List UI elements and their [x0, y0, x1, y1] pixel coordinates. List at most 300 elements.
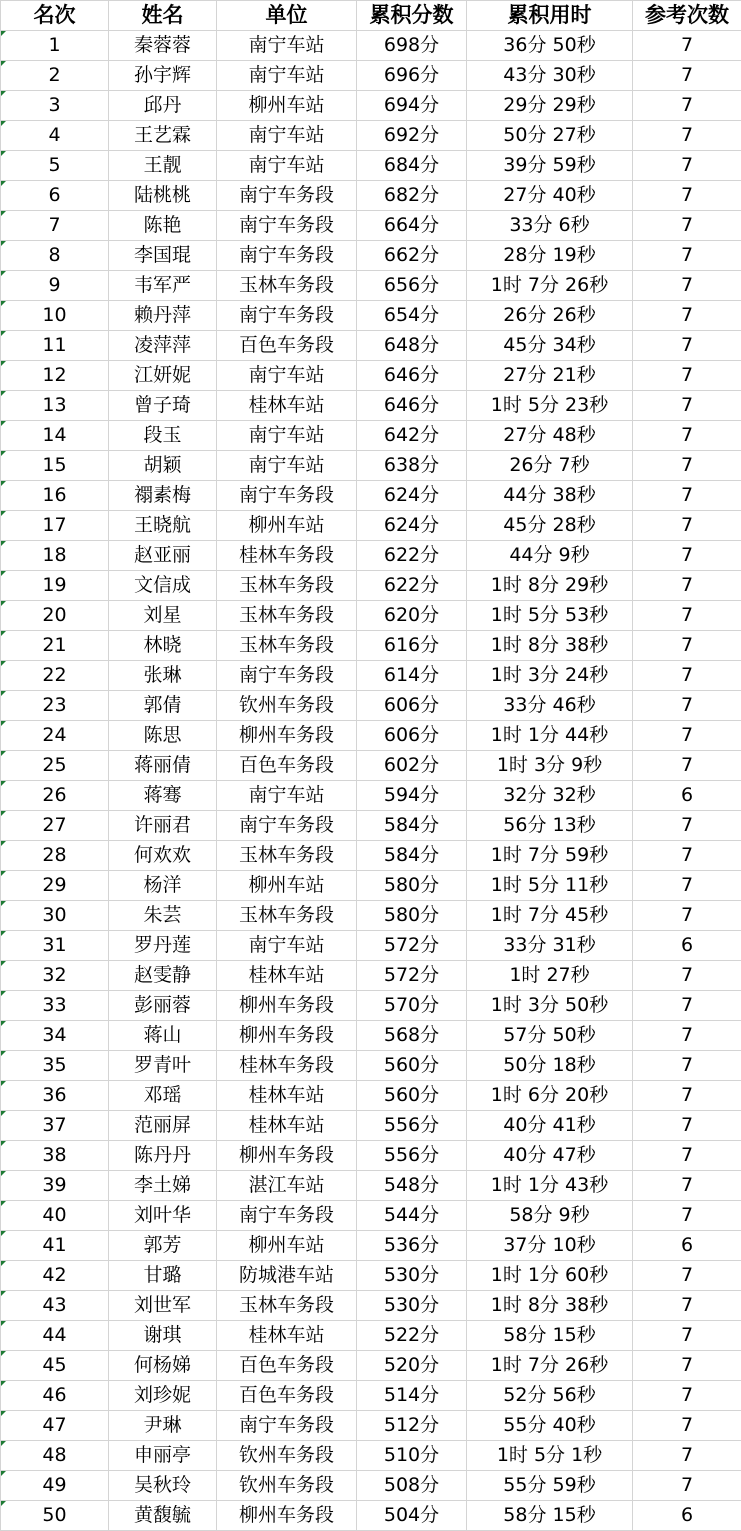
cell-name: 赵雯静: [109, 961, 217, 991]
table-row: [1, 331, 741, 361]
cell-attempts: 7: [633, 1051, 741, 1081]
cell-time: 37分 10秒: [467, 1231, 633, 1261]
table-row: [1, 721, 741, 751]
cell-rank: 35: [1, 1051, 109, 1081]
cell-time: 39分 59秒: [467, 151, 633, 181]
cell-rank: 43: [1, 1291, 109, 1321]
table-row: [1, 1051, 741, 1081]
cell-attempts: 7: [633, 451, 741, 481]
cell-rank: 12: [1, 361, 109, 391]
cell-name: 范丽屏: [109, 1111, 217, 1141]
table-row: [1, 871, 741, 901]
table-row: [1, 1021, 741, 1051]
cell-score: 572分: [357, 931, 467, 961]
cell-rank: 50: [1, 1501, 109, 1531]
cell-name: 杨洋: [109, 871, 217, 901]
table-row: [1, 1411, 741, 1441]
cell-time: 1时 6分 20秒: [467, 1081, 633, 1111]
cell-time: 1时 8分 38秒: [467, 1291, 633, 1321]
cell-time: 1时 8分 38秒: [467, 631, 633, 661]
cell-attempts: 7: [633, 91, 741, 121]
cell-score: 646分: [357, 391, 467, 421]
cell-attempts: 7: [633, 121, 741, 151]
cell-rank: 27: [1, 811, 109, 841]
cell-time: 40分 47秒: [467, 1141, 633, 1171]
table-row: [1, 781, 741, 811]
cell-attempts: 7: [633, 1381, 741, 1411]
table-row: [1, 1351, 741, 1381]
cell-unit: 南宁车站: [217, 421, 357, 451]
cell-name: 申丽亭: [109, 1441, 217, 1471]
cell-time: 32分 32秒: [467, 781, 633, 811]
cell-attempts: 7: [633, 361, 741, 391]
cell-attempts: 7: [633, 541, 741, 571]
cell-time: 1时 5分 11秒: [467, 871, 633, 901]
cell-score: 694分: [357, 91, 467, 121]
cell-unit: 南宁车务段: [217, 1411, 357, 1441]
cell-time: 58分 9秒: [467, 1201, 633, 1231]
cell-score: 620分: [357, 601, 467, 631]
cell-attempts: 7: [633, 721, 741, 751]
cell-rank: 38: [1, 1141, 109, 1171]
cell-score: 510分: [357, 1441, 467, 1471]
cell-name: 段玉: [109, 421, 217, 451]
cell-name: 陈艳: [109, 211, 217, 241]
cell-attempts: 7: [633, 511, 741, 541]
table-row: [1, 61, 741, 91]
table-row: [1, 691, 741, 721]
cell-name: 王艺霖: [109, 121, 217, 151]
cell-attempts: 7: [633, 61, 741, 91]
cell-unit: 玉林车务段: [217, 841, 357, 871]
cell-attempts: 6: [633, 1231, 741, 1261]
cell-unit: 玉林车务段: [217, 1291, 357, 1321]
cell-attempts: 7: [633, 391, 741, 421]
cell-attempts: 7: [633, 991, 741, 1021]
cell-attempts: 7: [633, 1321, 741, 1351]
table-row: [1, 901, 741, 931]
header-time: 累积用时: [467, 1, 633, 31]
cell-unit: 柳州车务段: [217, 1141, 357, 1171]
cell-unit: 南宁车站: [217, 931, 357, 961]
cell-rank: 1: [1, 31, 109, 61]
header-attempts: 参考次数: [633, 1, 741, 31]
cell-score: 556分: [357, 1141, 467, 1171]
cell-name: 许丽君: [109, 811, 217, 841]
cell-score: 560分: [357, 1051, 467, 1081]
cell-unit: 柳州车站: [217, 871, 357, 901]
cell-attempts: 7: [633, 241, 741, 271]
cell-score: 556分: [357, 1111, 467, 1141]
table-row: [1, 1261, 741, 1291]
cell-score: 606分: [357, 691, 467, 721]
cell-rank: 8: [1, 241, 109, 271]
cell-rank: 45: [1, 1351, 109, 1381]
table-row: [1, 361, 741, 391]
cell-name: 王靓: [109, 151, 217, 181]
table-row: [1, 1171, 741, 1201]
cell-rank: 39: [1, 1171, 109, 1201]
cell-attempts: 7: [633, 1411, 741, 1441]
cell-time: 55分 40秒: [467, 1411, 633, 1441]
cell-score: 584分: [357, 811, 467, 841]
cell-rank: 20: [1, 601, 109, 631]
cell-attempts: 7: [633, 571, 741, 601]
cell-unit: 南宁车务段: [217, 181, 357, 211]
cell-attempts: 7: [633, 151, 741, 181]
cell-unit: 桂林车站: [217, 391, 357, 421]
cell-rank: 26: [1, 781, 109, 811]
cell-score: 684分: [357, 151, 467, 181]
cell-time: 28分 19秒: [467, 241, 633, 271]
cell-name: 郭芳: [109, 1231, 217, 1261]
table-row: [1, 481, 741, 511]
cell-name: 何欢欢: [109, 841, 217, 871]
table-row: [1, 1081, 741, 1111]
cell-unit: 桂林车站: [217, 1081, 357, 1111]
cell-time: 33分 31秒: [467, 931, 633, 961]
table-row: [1, 241, 741, 271]
cell-unit: 南宁车站: [217, 361, 357, 391]
header-row: [1, 1, 741, 31]
cell-rank: 6: [1, 181, 109, 211]
cell-time: 1时 3分 9秒: [467, 751, 633, 781]
cell-rank: 29: [1, 871, 109, 901]
table-row: [1, 751, 741, 781]
cell-time: 33分 6秒: [467, 211, 633, 241]
cell-score: 646分: [357, 361, 467, 391]
cell-time: 1时 7分 59秒: [467, 841, 633, 871]
cell-rank: 28: [1, 841, 109, 871]
cell-name: 陈思: [109, 721, 217, 751]
header-rank: 名次: [1, 1, 109, 31]
cell-time: 27分 48秒: [467, 421, 633, 451]
cell-rank: 34: [1, 1021, 109, 1051]
cell-name: 刘珍妮: [109, 1381, 217, 1411]
cell-attempts: 7: [633, 1111, 741, 1141]
cell-rank: 25: [1, 751, 109, 781]
cell-score: 522分: [357, 1321, 467, 1351]
cell-rank: 7: [1, 211, 109, 241]
cell-score: 662分: [357, 241, 467, 271]
cell-attempts: 7: [633, 1171, 741, 1201]
cell-score: 594分: [357, 781, 467, 811]
cell-score: 696分: [357, 61, 467, 91]
cell-unit: 南宁车务段: [217, 661, 357, 691]
cell-time: 44分 9秒: [467, 541, 633, 571]
cell-attempts: 7: [633, 901, 741, 931]
cell-rank: 22: [1, 661, 109, 691]
cell-unit: 百色车务段: [217, 1351, 357, 1381]
cell-score: 504分: [357, 1501, 467, 1531]
cell-attempts: 7: [633, 1261, 741, 1291]
cell-name: 李国琨: [109, 241, 217, 271]
cell-score: 692分: [357, 121, 467, 151]
cell-score: 624分: [357, 511, 467, 541]
cell-score: 520分: [357, 1351, 467, 1381]
cell-unit: 柳州车务段: [217, 1501, 357, 1531]
cell-score: 654分: [357, 301, 467, 331]
cell-time: 1时 5分 23秒: [467, 391, 633, 421]
cell-unit: 南宁车站: [217, 61, 357, 91]
cell-name: 陈丹丹: [109, 1141, 217, 1171]
cell-name: 林晓: [109, 631, 217, 661]
cell-time: 50分 27秒: [467, 121, 633, 151]
cell-attempts: 7: [633, 1351, 741, 1381]
cell-time: 1时 27秒: [467, 961, 633, 991]
cell-name: 蒋丽倩: [109, 751, 217, 781]
cell-unit: 百色车务段: [217, 751, 357, 781]
cell-time: 1时 5分 53秒: [467, 601, 633, 631]
cell-name: 蒋山: [109, 1021, 217, 1051]
cell-rank: 23: [1, 691, 109, 721]
header-name: 姓名: [109, 1, 217, 31]
cell-time: 36分 50秒: [467, 31, 633, 61]
cell-rank: 16: [1, 481, 109, 511]
cell-attempts: 7: [633, 751, 741, 781]
cell-attempts: 7: [633, 661, 741, 691]
table-row: [1, 541, 741, 571]
cell-time: 45分 34秒: [467, 331, 633, 361]
cell-unit: 柳州车站: [217, 91, 357, 121]
cell-time: 1时 1分 60秒: [467, 1261, 633, 1291]
cell-name: 陆桃桃: [109, 181, 217, 211]
table-row: [1, 1111, 741, 1141]
cell-rank: 18: [1, 541, 109, 571]
cell-unit: 柳州车务段: [217, 1021, 357, 1051]
table-row: [1, 31, 741, 61]
cell-time: 26分 7秒: [467, 451, 633, 481]
cell-unit: 百色车务段: [217, 1381, 357, 1411]
table-row: [1, 271, 741, 301]
table-row: [1, 1441, 741, 1471]
cell-rank: 42: [1, 1261, 109, 1291]
cell-name: 韦军严: [109, 271, 217, 301]
cell-unit: 柳州车站: [217, 1231, 357, 1261]
cell-rank: 40: [1, 1201, 109, 1231]
table-row: [1, 931, 741, 961]
cell-unit: 柳州车站: [217, 511, 357, 541]
cell-name: 孙宇辉: [109, 61, 217, 91]
table-row: [1, 1321, 741, 1351]
cell-time: 57分 50秒: [467, 1021, 633, 1051]
cell-score: 656分: [357, 271, 467, 301]
cell-name: 文信成: [109, 571, 217, 601]
cell-time: 1时 7分 45秒: [467, 901, 633, 931]
cell-name: 罗丹莲: [109, 931, 217, 961]
table-row: [1, 181, 741, 211]
cell-time: 52分 56秒: [467, 1381, 633, 1411]
table-row: [1, 811, 741, 841]
cell-score: 682分: [357, 181, 467, 211]
table-row: [1, 421, 741, 451]
table-row: [1, 511, 741, 541]
cell-rank: 30: [1, 901, 109, 931]
cell-attempts: 7: [633, 481, 741, 511]
cell-rank: 10: [1, 301, 109, 331]
cell-unit: 南宁车站: [217, 151, 357, 181]
table-row: [1, 1501, 741, 1531]
cell-time: 55分 59秒: [467, 1471, 633, 1501]
table-row: [1, 391, 741, 421]
cell-score: 624分: [357, 481, 467, 511]
cell-time: 1时 5分 1秒: [467, 1441, 633, 1471]
cell-rank: 37: [1, 1111, 109, 1141]
cell-attempts: 6: [633, 931, 741, 961]
cell-score: 584分: [357, 841, 467, 871]
table-row: [1, 571, 741, 601]
cell-name: 刘世军: [109, 1291, 217, 1321]
header-unit: 单位: [217, 1, 357, 31]
cell-score: 508分: [357, 1471, 467, 1501]
cell-time: 58分 15秒: [467, 1321, 633, 1351]
table-row: [1, 1291, 741, 1321]
cell-name: 罗青叶: [109, 1051, 217, 1081]
cell-rank: 2: [1, 61, 109, 91]
cell-score: 580分: [357, 901, 467, 931]
cell-name: 何杨娣: [109, 1351, 217, 1381]
cell-unit: 柳州车务段: [217, 721, 357, 751]
cell-name: 蒋骞: [109, 781, 217, 811]
cell-unit: 百色车务段: [217, 331, 357, 361]
cell-attempts: 7: [633, 1441, 741, 1471]
cell-rank: 13: [1, 391, 109, 421]
cell-attempts: 7: [633, 181, 741, 211]
cell-name: 彭丽蓉: [109, 991, 217, 1021]
cell-name: 郭倩: [109, 691, 217, 721]
cell-score: 638分: [357, 451, 467, 481]
cell-score: 602分: [357, 751, 467, 781]
cell-name: 王晓航: [109, 511, 217, 541]
cell-unit: 玉林车务段: [217, 901, 357, 931]
cell-unit: 柳州车务段: [217, 991, 357, 1021]
cell-rank: 14: [1, 421, 109, 451]
cell-rank: 19: [1, 571, 109, 601]
cell-score: 536分: [357, 1231, 467, 1261]
cell-time: 26分 26秒: [467, 301, 633, 331]
cell-score: 530分: [357, 1291, 467, 1321]
cell-name: 吴秋玲: [109, 1471, 217, 1501]
cell-rank: 48: [1, 1441, 109, 1471]
cell-score: 568分: [357, 1021, 467, 1051]
table-row: [1, 1231, 741, 1261]
cell-name: 尹琳: [109, 1411, 217, 1441]
cell-unit: 南宁车站: [217, 31, 357, 61]
cell-score: 580分: [357, 871, 467, 901]
cell-rank: 24: [1, 721, 109, 751]
cell-time: 1时 7分 26秒: [467, 1351, 633, 1381]
cell-time: 43分 30秒: [467, 61, 633, 91]
cell-score: 512分: [357, 1411, 467, 1441]
cell-time: 40分 41秒: [467, 1111, 633, 1141]
table-row: [1, 151, 741, 181]
table-row: [1, 601, 741, 631]
cell-unit: 桂林车站: [217, 1321, 357, 1351]
cell-rank: 15: [1, 451, 109, 481]
cell-name: 刘星: [109, 601, 217, 631]
cell-name: 赖丹萍: [109, 301, 217, 331]
cell-unit: 钦州车务段: [217, 691, 357, 721]
cell-time: 1时 1分 43秒: [467, 1171, 633, 1201]
cell-time: 58分 15秒: [467, 1501, 633, 1531]
cell-attempts: 7: [633, 421, 741, 451]
cell-rank: 33: [1, 991, 109, 1021]
cell-unit: 南宁车务段: [217, 481, 357, 511]
cell-time: 45分 28秒: [467, 511, 633, 541]
cell-name: 邱丹: [109, 91, 217, 121]
cell-attempts: 7: [633, 1021, 741, 1051]
cell-rank: 41: [1, 1231, 109, 1261]
cell-rank: 3: [1, 91, 109, 121]
cell-attempts: 7: [633, 961, 741, 991]
cell-unit: 桂林车站: [217, 1111, 357, 1141]
cell-rank: 44: [1, 1321, 109, 1351]
cell-score: 548分: [357, 1171, 467, 1201]
table-row: [1, 301, 741, 331]
cell-rank: 21: [1, 631, 109, 661]
cell-time: 1时 1分 44秒: [467, 721, 633, 751]
table-row: [1, 631, 741, 661]
cell-unit: 南宁车站: [217, 121, 357, 151]
cell-attempts: 6: [633, 1501, 741, 1531]
table-row: [1, 1201, 741, 1231]
cell-unit: 桂林车务段: [217, 1051, 357, 1081]
cell-name: 凌萍萍: [109, 331, 217, 361]
cell-time: 1时 3分 24秒: [467, 661, 633, 691]
cell-time: 1时 3分 50秒: [467, 991, 633, 1021]
cell-unit: 玉林车务段: [217, 631, 357, 661]
cell-time: 50分 18秒: [467, 1051, 633, 1081]
cell-score: 616分: [357, 631, 467, 661]
cell-rank: 36: [1, 1081, 109, 1111]
cell-unit: 湛江车站: [217, 1171, 357, 1201]
cell-name: 张琳: [109, 661, 217, 691]
cell-unit: 钦州车务段: [217, 1441, 357, 1471]
cell-score: 648分: [357, 331, 467, 361]
cell-score: 560分: [357, 1081, 467, 1111]
cell-rank: 9: [1, 271, 109, 301]
cell-score: 622分: [357, 541, 467, 571]
cell-name: 刘叶华: [109, 1201, 217, 1231]
table-row: [1, 661, 741, 691]
cell-unit: 防城港车站: [217, 1261, 357, 1291]
table-row: [1, 451, 741, 481]
table-row: [1, 211, 741, 241]
cell-rank: 32: [1, 961, 109, 991]
cell-attempts: 7: [633, 1081, 741, 1111]
cell-unit: 南宁车务段: [217, 211, 357, 241]
table-row: [1, 91, 741, 121]
cell-time: 1时 8分 29秒: [467, 571, 633, 601]
cell-score: 530分: [357, 1261, 467, 1291]
cell-attempts: 7: [633, 1291, 741, 1321]
cell-score: 544分: [357, 1201, 467, 1231]
cell-score: 572分: [357, 961, 467, 991]
cell-attempts: 7: [633, 31, 741, 61]
table-row: [1, 991, 741, 1021]
cell-time: 27分 40秒: [467, 181, 633, 211]
cell-unit: 桂林车务段: [217, 541, 357, 571]
cell-attempts: 7: [633, 601, 741, 631]
cell-name: 朱芸: [109, 901, 217, 931]
table-row: [1, 1381, 741, 1411]
cell-attempts: 7: [633, 1201, 741, 1231]
table-row: [1, 1471, 741, 1501]
cell-score: 614分: [357, 661, 467, 691]
cell-rank: 4: [1, 121, 109, 151]
cell-unit: 玉林车务段: [217, 571, 357, 601]
cell-name: 胡颖: [109, 451, 217, 481]
